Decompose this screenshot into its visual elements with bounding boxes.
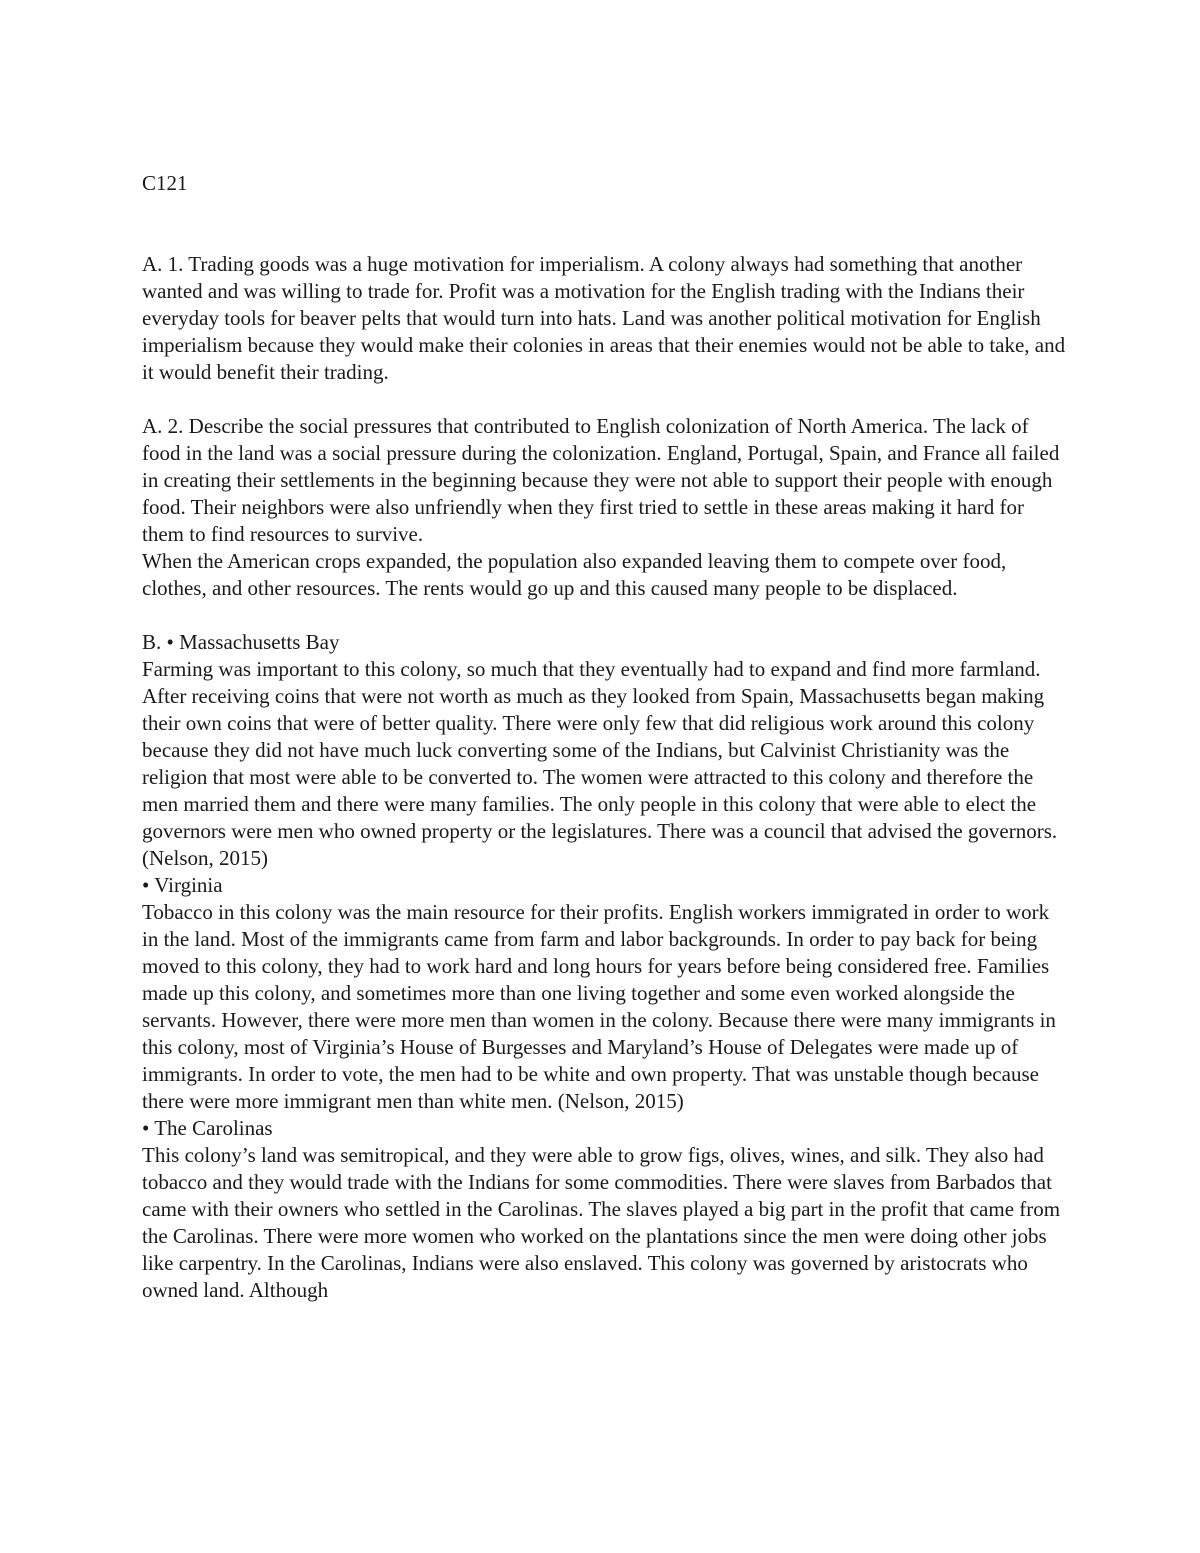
section-b-heading: B. • Massachusetts Bay xyxy=(142,630,340,654)
section-a1-paragraph: A. 1. Trading goods was a huge motivation for imperialism. A colony always had something that another wanted and was willing to trade for. Profit was a motivation for the English trading with the Indians their everyday tools for beaver pelts that would turn into hats. Land was another political motivation for English imperialism because they would make their colonies in areas that their enemies would not be able to take, and it would benefit their trading. xyxy=(142,252,1066,384)
section-a2-paragraph-1: A. 2. Describe the social pressures that contributed to English colonization of North America. The lack of food in the land was a social pressure during the colonization. England, Portugal, Spain, and France all failed in creating their settlements in the beginning because they were not able to support their people with enough food. Their neighbors were also unfriendly when they first tried to settle in these areas making it hard for them to find resources to survive. xyxy=(142,414,1060,546)
virginia-paragraph: Tobacco in this colony was the main resource for their profits. English workers immigrated in order to work in the land. Most of the immigrants came from farm and labor backgrounds. In order to pay back for being moved to this colony, they had to work hard and long hours for years before being considered free. Families made up this colony, and sometimes more than one living together and some even worked alongside the servants. However, there were more men than women in the colony. Because there were many immigrants in this colony, most of Virginia’s House of Burgesses and Maryland’s House of Delegates were made up of immigrants. In order to vote, the men had to be white and own property. That was unstable though because there were more immigrant men than white men. (Nelson, 2015) xyxy=(142,900,1056,1113)
massachusetts-paragraph: Farming was important to this colony, so much that they eventually had to expand and find more farmland. After receiving coins that were not worth as much as they looked from Spain, Massachusetts began making their own coins that were of better quality. There were only few that did religious work around this colony because they did not have much luck converting some of the Indians, but Calvinist Christianity was the religion that most were able to be converted to. The women were attracted to this colony and therefore the men married them and there were many families. The only people in this colony that were able to elect the governors were men who owned property or the legislatures. There was a council that advised the governors. (Nelson, 2015) xyxy=(142,657,1058,870)
document-body xyxy=(142,170,1067,1304)
document-title: C121 xyxy=(142,171,188,195)
virginia-heading: • Virginia xyxy=(142,873,223,897)
carolinas-heading: • The Carolinas xyxy=(142,1116,273,1140)
section-a2-paragraph-2: When the American crops expanded, the population also expanded leaving them to compete over food, clothes, and other resources. The rents would go up and this caused many people to be displaced. xyxy=(142,549,1007,600)
carolinas-paragraph: This colony’s land was semitropical, and they were able to grow figs, olives, wines, and silk. They also had tobacco and they would trade with the Indians for some commodities. There were slaves from Barbados that came with their owners who settled in the Carolinas. The slaves played a big part in the profit that came from the Carolinas. There were more women who worked on the plantations since the men were doing other jobs like carpentry. In the Carolinas, Indians were also enslaved. This colony was governed by aristocrats who owned land. Although xyxy=(142,1143,1061,1302)
